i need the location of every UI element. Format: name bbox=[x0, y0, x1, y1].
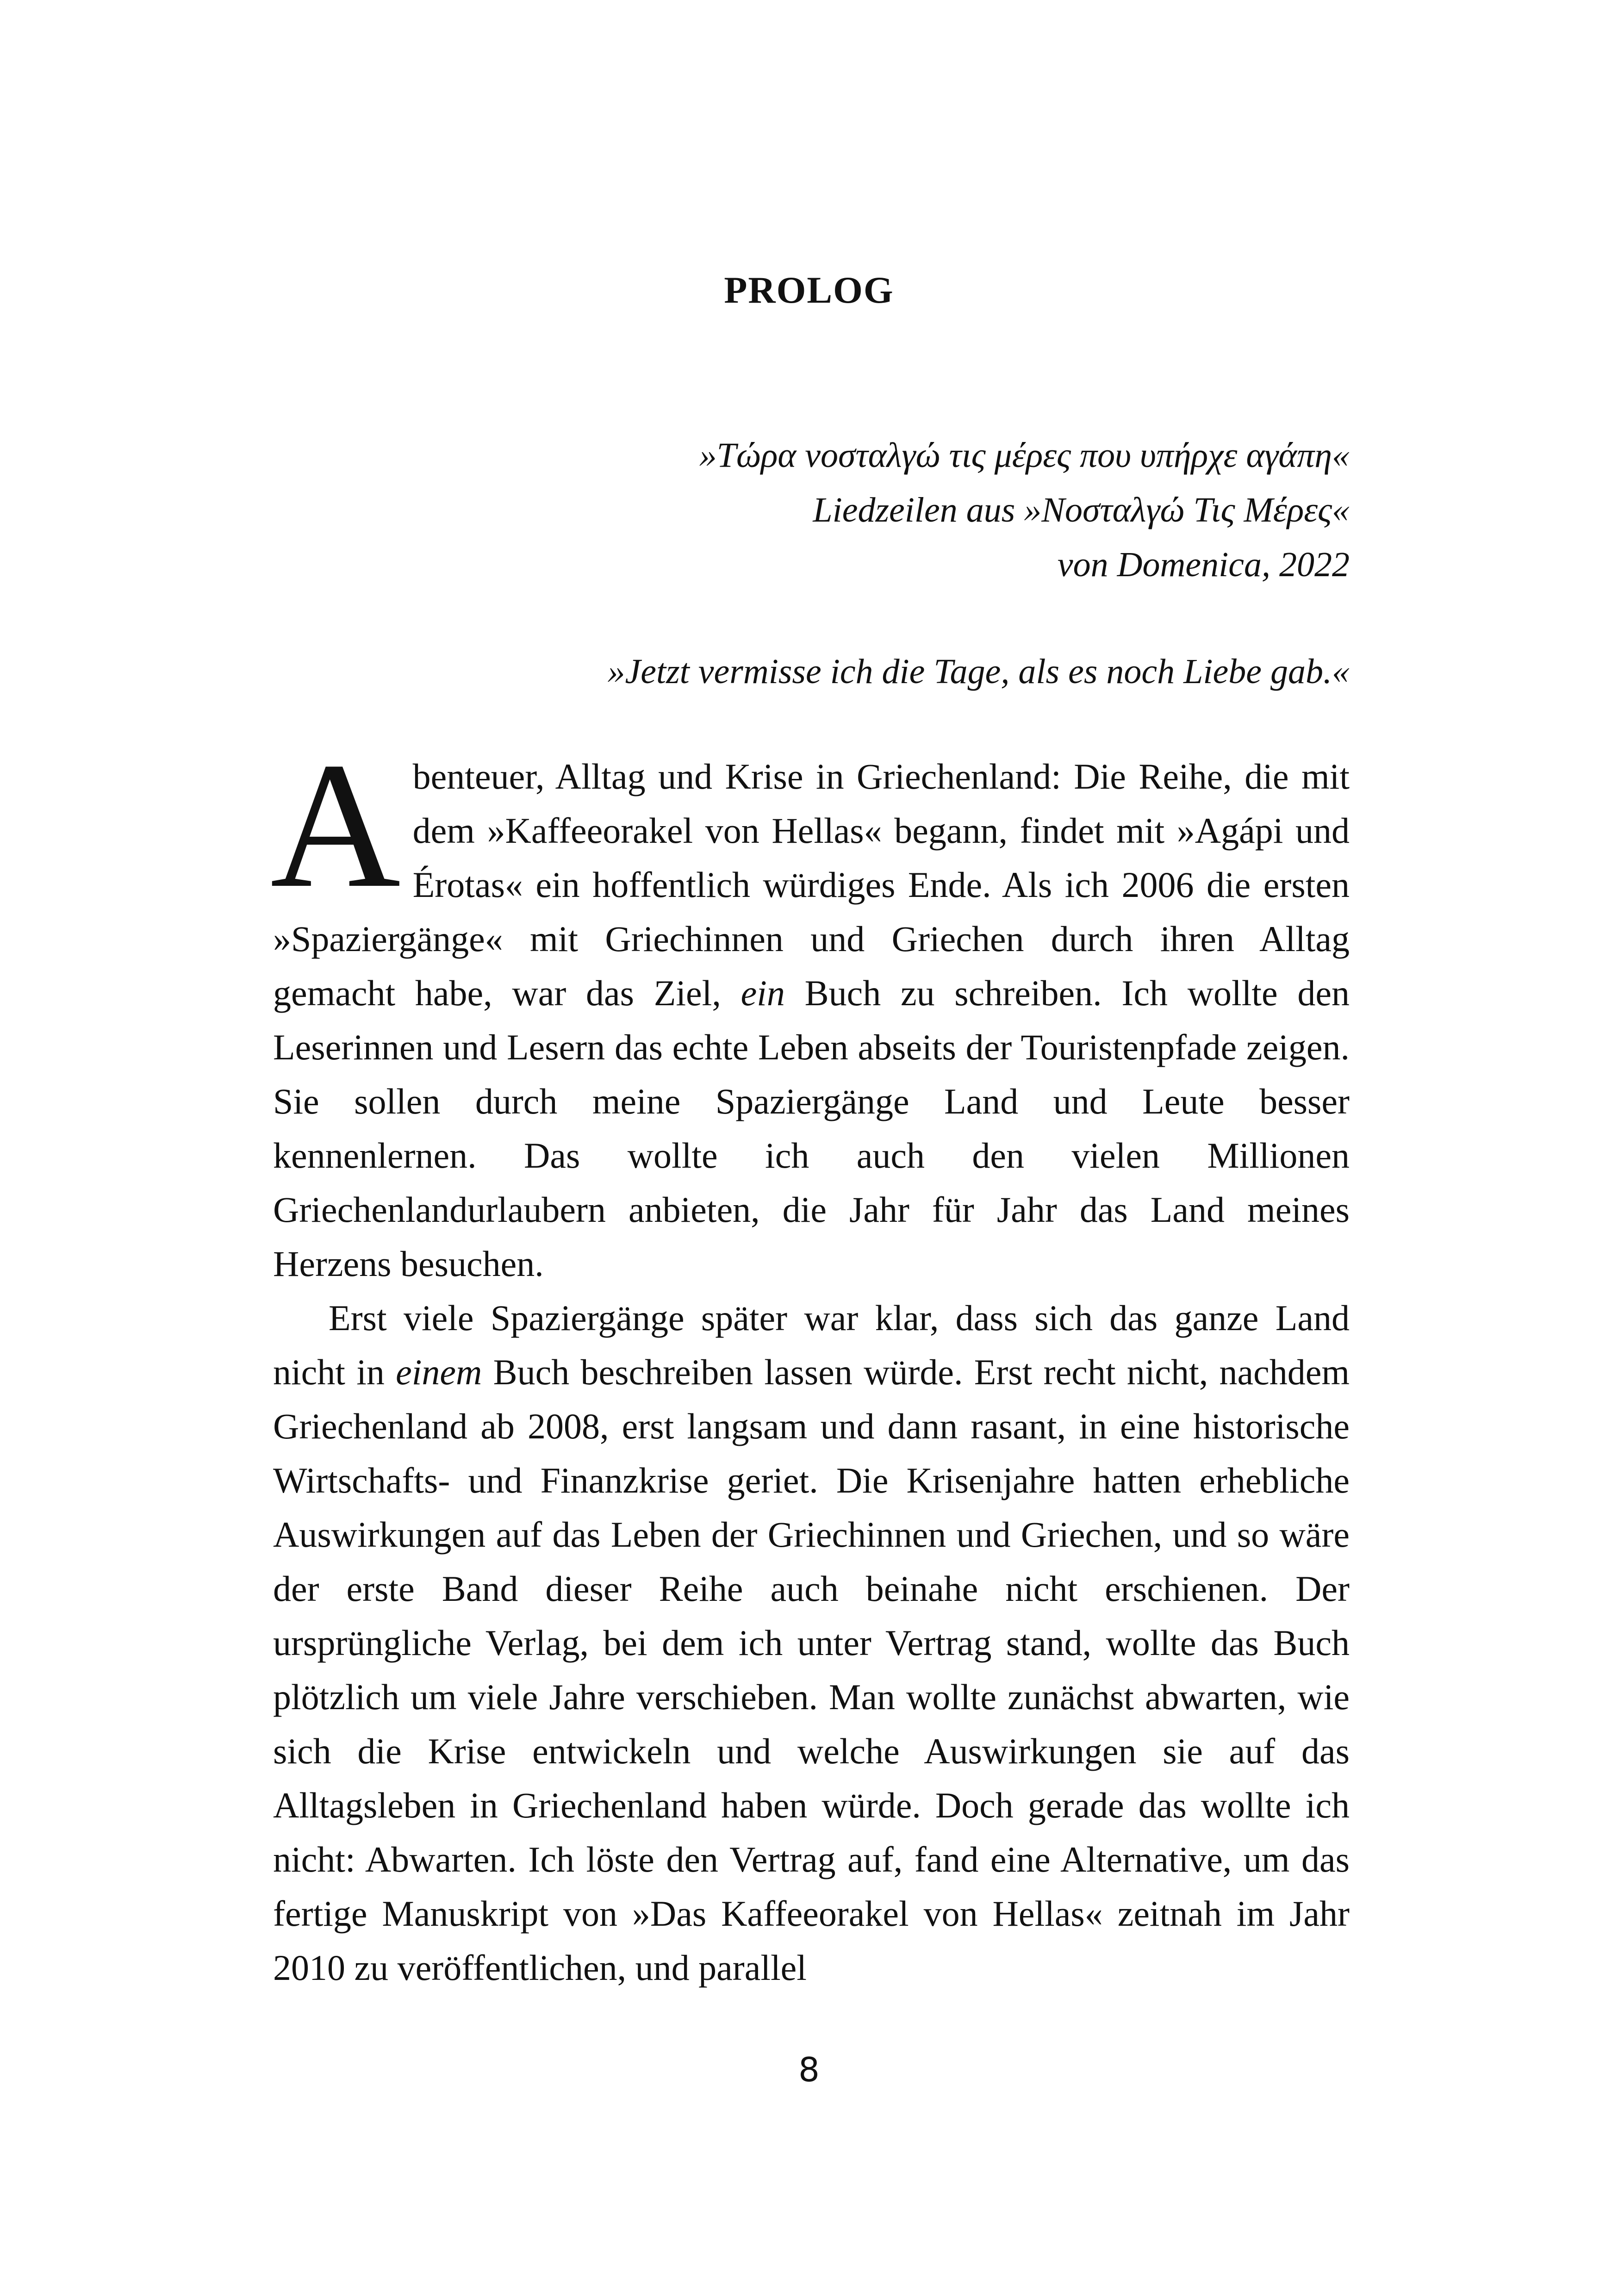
paragraph-1-emphasis: ein bbox=[741, 973, 785, 1013]
paragraph-1-text-b: Buch zu schreiben. Ich wollte den Leserinnen und Lesern das echte Leben abseits der Touristenpfade zeigen. Sie sollen durch meine Spaziergänge Land und Leute besser kennenlernen. Das wollte ich auch den vielen Millionen Griechenlandurlaubern anbieten, die Jahr für Jahr das Land meines Herzens besuchen. bbox=[273, 973, 1350, 1284]
chapter-heading: PROLOG bbox=[724, 269, 894, 311]
paragraph-2-text-a: Erst viele Spaziergänge später war klar, dass sich das ganze Land nicht in bbox=[273, 1298, 1350, 1392]
paragraph-1 bbox=[270, 725, 1350, 1291]
epigraph-source-line: Liedzeilen aus »Νοσταλγώ Τις Μέρες« bbox=[813, 491, 1350, 529]
paragraph-2 bbox=[273, 1291, 1350, 1995]
page-number: 8 bbox=[798, 2050, 820, 2089]
paragraph-1-text-a: benteuer, Alltag und Krise in Griechenland: Die Reihe, die mit dem »Kaffeeorakel von Hellas« begann, findet mit »Agápi und Érotas« ein hoffentlich würdiges Ende. Als ich 2006 die ersten »Spaziergänge« mit Griechinnen und Griechen durch ihren Alltag gemacht habe, war das Ziel, bbox=[273, 756, 1350, 1013]
epigraph-author-line: von Domenica, 2022 bbox=[1057, 545, 1350, 584]
epigraph-greek-line: »Τώρα νοσταλγώ τις μέρες που υπήρχε αγάπη« bbox=[699, 436, 1350, 475]
paragraph-2-emphasis: einem bbox=[396, 1352, 482, 1392]
drop-cap: A bbox=[270, 725, 401, 925]
paragraph-2-text-b: Buch beschreiben lassen würde. Erst recht nicht, nachdem Griechenland ab 2008, erst langsam und dann rasant, in eine historische Wirtschafts- und Finanzkrise geriet. Die Krisenjahre hatten erhebliche Auswirkungen auf das Leben der Griechinnen und Griechen, und so wäre der erste Band dieser Reihe auch beinahe nicht erschienen. Der ursprüngliche Verlag, bei dem ich unter Vertrag stand, wollte das Buch plötzlich um viele Jahre verschieben. Man wollte zunächst abwarten, wie sich die Krise entwickeln und welche Auswirkungen sie auf das Alltagsleben in Griechenland haben würde. Doch gerade das wollte ich nicht: Abwarten. Ich löste den Vertrag auf, fand eine Alternative, um das fertige Manuskript von »Das Kaffeeorakel von Hellas« zeitnah im Jahr 2010 zu veröffentlichen, und parallel bbox=[273, 1352, 1350, 1988]
body-text bbox=[270, 725, 1350, 1995]
epigraph-translation: »Jetzt vermisse ich die Tage, als es noch Liebe gab.« bbox=[607, 652, 1350, 691]
